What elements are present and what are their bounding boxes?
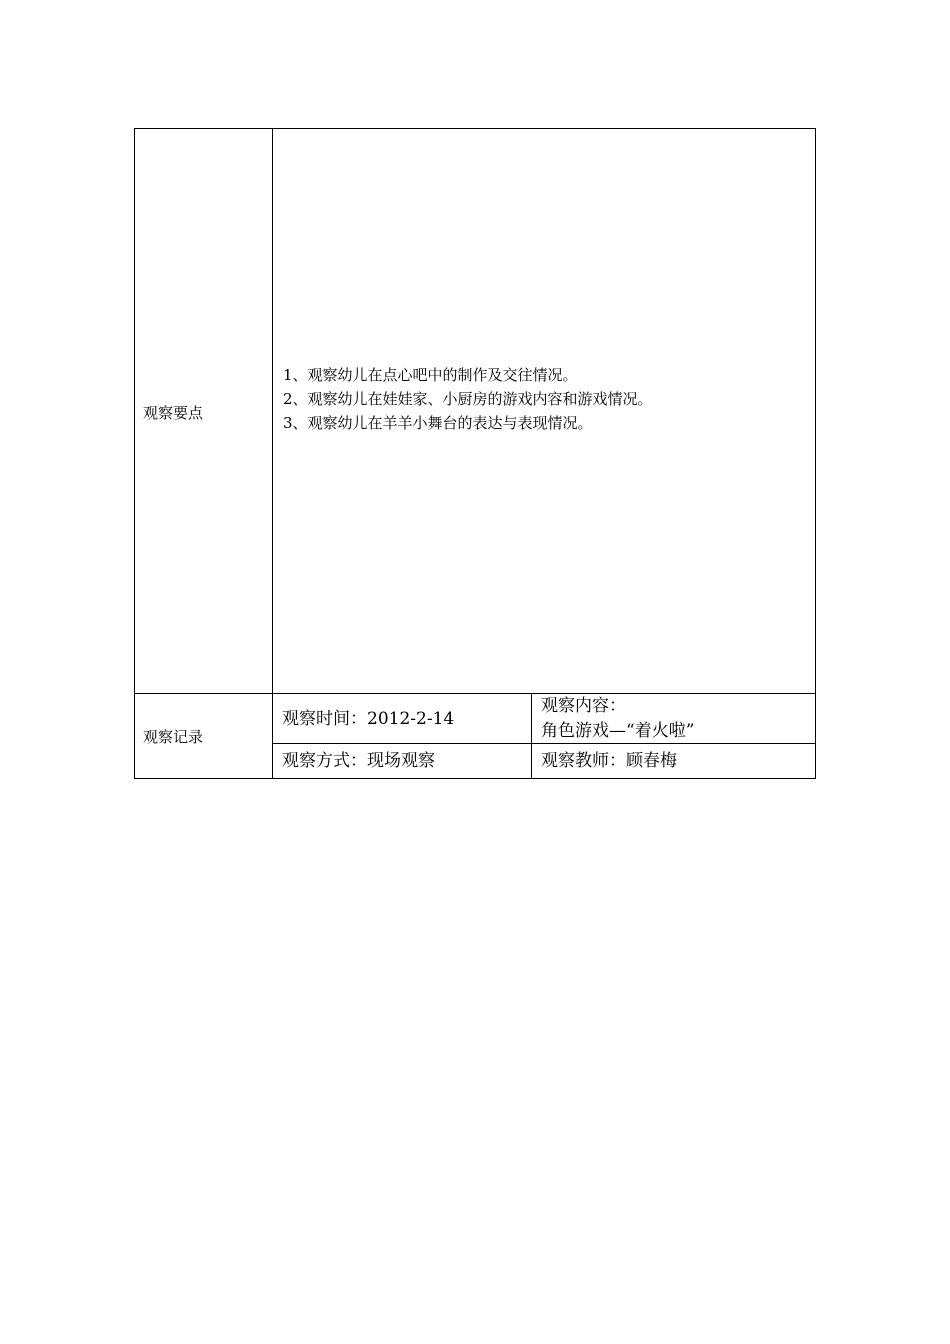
observation-points-label: 观察要点 — [143, 404, 204, 422]
table-border-top — [134, 128, 816, 129]
table-divider-col2 — [531, 693, 532, 779]
table-border-right — [815, 128, 816, 779]
table-divider-row1 — [134, 693, 816, 694]
observation-point-item: 3、观察幼儿在羊羊小舞台的表达与表现情况。 — [283, 414, 593, 432]
table-divider-col1 — [272, 128, 273, 779]
observation-content-label: 观察内容： — [541, 696, 626, 716]
observation-point-item: 1、观察幼儿在点心吧中的制作及交往情况。 — [283, 366, 578, 384]
observation-record-label: 观察记录 — [143, 728, 204, 746]
table-border-left — [134, 128, 135, 779]
table-divider-row2 — [272, 743, 816, 744]
table-border-bottom — [134, 778, 816, 779]
observation-time: 观察时间：2012-2-14 — [282, 709, 455, 729]
observation-content-value: 角色游戏—“着火啦” — [541, 721, 695, 741]
observation-teacher: 观察教师：顾春梅 — [541, 751, 677, 771]
observation-point-item: 2、观察幼儿在娃娃家、小厨房的游戏内容和游戏情况。 — [283, 390, 653, 408]
observation-method: 观察方式：现场观察 — [282, 751, 435, 771]
